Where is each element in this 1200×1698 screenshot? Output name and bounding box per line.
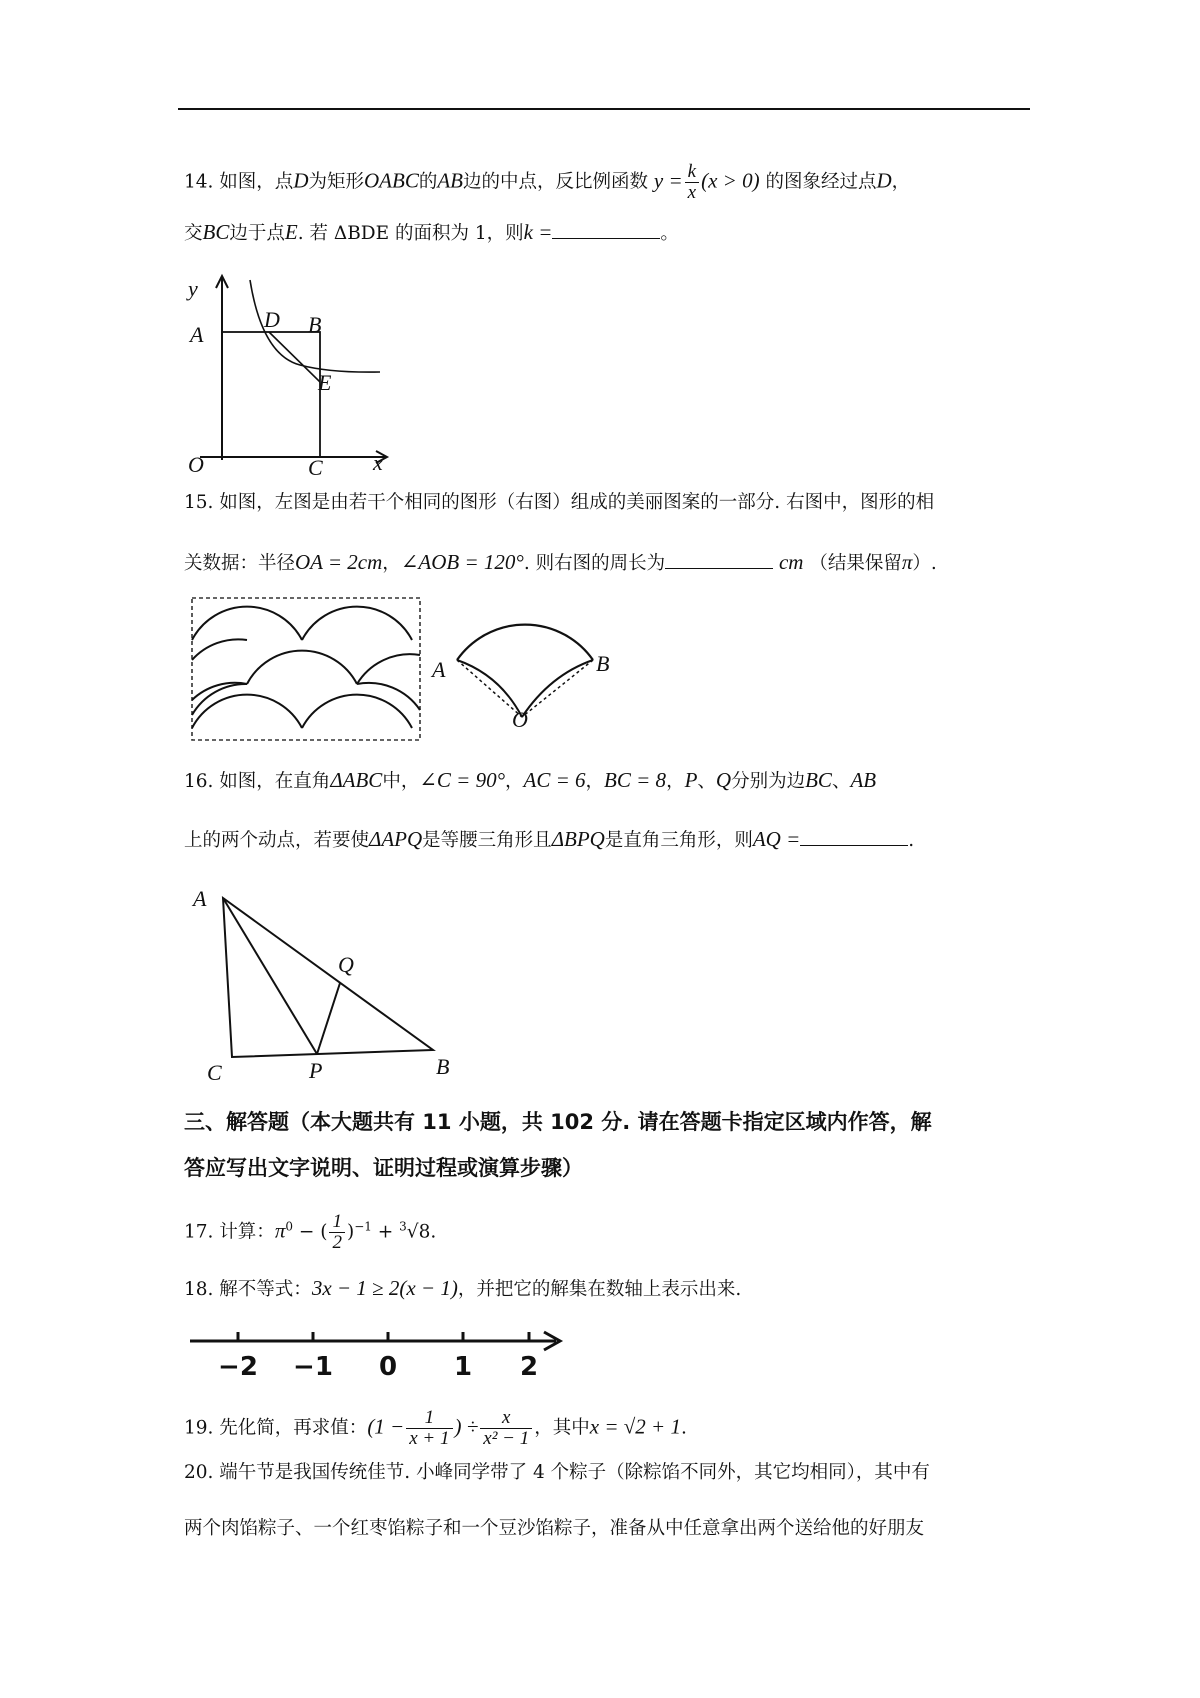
q14-fig-label-o: O: [188, 452, 204, 477]
q19-end: .: [680, 1417, 687, 1439]
q18-line: [184, 1278, 741, 1300]
q14-text-h: . 若 ΔBDE 的面积为 1，则: [297, 223, 524, 244]
q16-fig-label-a: A: [193, 886, 207, 911]
q17-root-index: 3: [399, 1219, 407, 1234]
q16-comma3: ，: [666, 771, 685, 792]
q15-line1: 15. 如图，左图是由若干个相同的图形（右图）组成的美丽图案的一部分. 右图中，图形的相: [184, 492, 935, 513]
q16-bc: BC = 8: [604, 768, 667, 792]
q18-tick-label-neg2: −2: [218, 1352, 258, 1382]
q16-text-d: 上的两个动点，若要使: [184, 830, 370, 851]
section3-heading-line2: 答应写出文字说明、证明过程或演算步骤）: [184, 1156, 583, 1180]
q19-div: ) ÷: [454, 1414, 479, 1439]
q17-line: [184, 1212, 436, 1253]
q14-line2: [184, 222, 679, 244]
q15-unit: cm: [778, 550, 804, 574]
section3-heading-line1: 三、解答题（本大题共有 11 小题，共 102 分. 请在答题卡指定区域内作答，解: [184, 1110, 932, 1134]
header-rule: [178, 108, 1030, 110]
q16-var-ab: AB: [850, 768, 877, 792]
q14-fig-label-x: x: [373, 450, 383, 475]
q14-answer-blank[interactable]: [552, 237, 660, 239]
q15-fig-label-b: B: [596, 651, 610, 676]
q19-frac2-num: x: [480, 1408, 532, 1429]
q16-dun2: 、: [831, 771, 851, 792]
q14-var-d2: D: [876, 168, 892, 193]
q17-frac-den: 2: [332, 1231, 342, 1253]
q20-line2: 两个肉馅粽子、一个红枣馅粽子和一个豆沙馅粽子，准备从中任意拿出两个送给他的好朋友: [184, 1518, 925, 1539]
q19-line: [184, 1408, 687, 1449]
q14-fig-label-d: D: [264, 307, 280, 332]
q16-aq: AQ =: [752, 827, 801, 851]
q15-text-d: ）.: [912, 553, 937, 574]
q16-line1: [184, 770, 876, 792]
q15-unit-figure: [430, 625, 630, 735]
q18-label: 18. 解不等式：: [184, 1279, 312, 1300]
q14-frac-den: x: [687, 181, 697, 203]
q14-var-d: D: [293, 168, 309, 193]
q16-comma1: ，: [505, 771, 524, 792]
q16-text-b: 中，: [382, 771, 420, 792]
q19-open: (1 −: [367, 1414, 405, 1439]
q14-var-e: E: [284, 220, 298, 244]
q19-rest: ，其中: [534, 1417, 590, 1439]
q14-text-b: 为矩形: [308, 171, 364, 193]
q18-rest: ，并把它的解集在数轴上表示出来.: [457, 1279, 742, 1300]
q14-fig-label-a: A: [190, 322, 204, 347]
q14-var-ab: AB: [437, 168, 463, 193]
q16-angle-c: ∠C = 90°: [419, 768, 505, 792]
q17-plus: +: [371, 1221, 400, 1243]
q14-frac-num: k: [685, 162, 699, 183]
q15-pattern-figure: [190, 595, 430, 745]
q15-angle: ∠AOB = 120°: [400, 550, 524, 574]
q14-figure: [180, 270, 400, 480]
q15-fig-label-a: A: [432, 657, 446, 682]
q16-fig-label-q: Q: [338, 952, 354, 977]
q16-tri: ΔABC: [330, 768, 383, 792]
q14-condition: (x > 0): [701, 168, 760, 193]
q14-var-oabc: OABC: [364, 168, 419, 193]
q16-text-f: 是直角三角形，则: [604, 830, 753, 851]
q14-text-g: 边于点: [229, 223, 285, 244]
q17-label: 17. 计算：: [184, 1221, 275, 1243]
q19-frac1-num: 1: [406, 1408, 452, 1429]
q15-line2: [184, 552, 937, 574]
q17-minus: − (: [292, 1221, 328, 1243]
q19-fraction2: [480, 1408, 532, 1449]
q16-fig-label-p: P: [309, 1058, 323, 1083]
q14-fig-label-c: C: [308, 455, 323, 480]
q16-bpq: ΔBPQ: [551, 827, 605, 851]
q16-text-e: 是等腰三角形且: [422, 830, 552, 851]
q17-pi: π: [274, 1218, 286, 1243]
q19-frac2-den: x² − 1: [483, 1427, 530, 1449]
q18-inequality: 3x − 1 ≥ 2(x − 1): [311, 1276, 458, 1300]
q14-text-c: 的: [418, 171, 438, 193]
q14-text-e: 的图象经过点: [765, 171, 877, 193]
q16-end: .: [908, 830, 915, 851]
q16-line2: [184, 829, 914, 851]
q18-tick-label-0: 0: [378, 1352, 398, 1382]
q14-k-eq: k =: [523, 220, 553, 244]
q15-answer-blank[interactable]: [665, 567, 773, 569]
q14-y-eq: y =: [653, 168, 683, 193]
q16-fig-label-b: B: [436, 1054, 450, 1079]
q17-fraction: [329, 1212, 345, 1253]
q14-comma: ，: [891, 171, 911, 193]
q19-fraction1: [406, 1408, 452, 1449]
q16-text-c: 分别为边: [731, 771, 806, 792]
q19-frac1-den: x + 1: [409, 1427, 450, 1449]
q16-comma2: ，: [585, 771, 605, 792]
q17-close: ): [346, 1221, 355, 1243]
q18-tick-label-neg1: −1: [293, 1352, 333, 1382]
q17-frac-num: 1: [329, 1212, 345, 1233]
q17-end: .: [430, 1221, 437, 1243]
q18-number-line: [190, 1320, 570, 1380]
q16-answer-blank[interactable]: [800, 844, 908, 846]
q14-fig-label-e: E: [318, 370, 332, 395]
q16-var-q: Q: [715, 768, 732, 792]
q17-root: √8: [406, 1221, 431, 1243]
q15-sep: ，: [382, 553, 401, 574]
q19-xval: x = √2 + 1: [589, 1414, 681, 1439]
q18-tick-label-1: 1: [453, 1352, 473, 1382]
q14-end: 。: [660, 223, 679, 244]
q14-text-f: 交: [184, 223, 203, 244]
q16-dun: 、: [697, 771, 716, 792]
q15-pi: π: [901, 550, 913, 574]
q14-fig-label-b: B: [308, 312, 322, 337]
q14-fig-label-y: y: [188, 276, 198, 301]
q17-exp: −1: [354, 1219, 372, 1234]
q16-apq: ΔAPQ: [369, 827, 423, 851]
q14-fraction: [685, 162, 699, 203]
q16-fig-label-c: C: [207, 1060, 222, 1085]
q15-text-c: （结果保留: [809, 553, 902, 574]
q16-ac: AC = 6: [523, 768, 586, 792]
q14-text-d: 边的中点，反比例函数: [463, 171, 649, 193]
q15-text-a: 关数据：半径: [184, 553, 296, 574]
q16-var-bc: BC: [805, 768, 832, 792]
q16-figure: [185, 880, 465, 1085]
q15-oa: OA = 2cm: [295, 550, 383, 574]
q20-line1: 20. 端午节是我国传统佳节. 小峰同学带了 4 个粽子（除粽馅不同外，其它均相同），其中有: [184, 1462, 930, 1483]
q14-line1: [184, 162, 910, 203]
q14-var-bc: BC: [202, 220, 230, 244]
q18-tick-label-2: 2: [519, 1352, 539, 1382]
q15-text-b: . 则右图的周长为: [523, 553, 666, 574]
q16-var-p: P: [684, 768, 698, 792]
q16-text-a: 16. 如图，在直角: [184, 771, 331, 792]
q14-text-a: 14. 如图，点: [184, 171, 294, 193]
q17-exp0: 0: [285, 1219, 293, 1234]
q15-fig-label-o: O: [512, 707, 528, 732]
q19-label: 19. 先化简，再求值：: [184, 1417, 368, 1439]
